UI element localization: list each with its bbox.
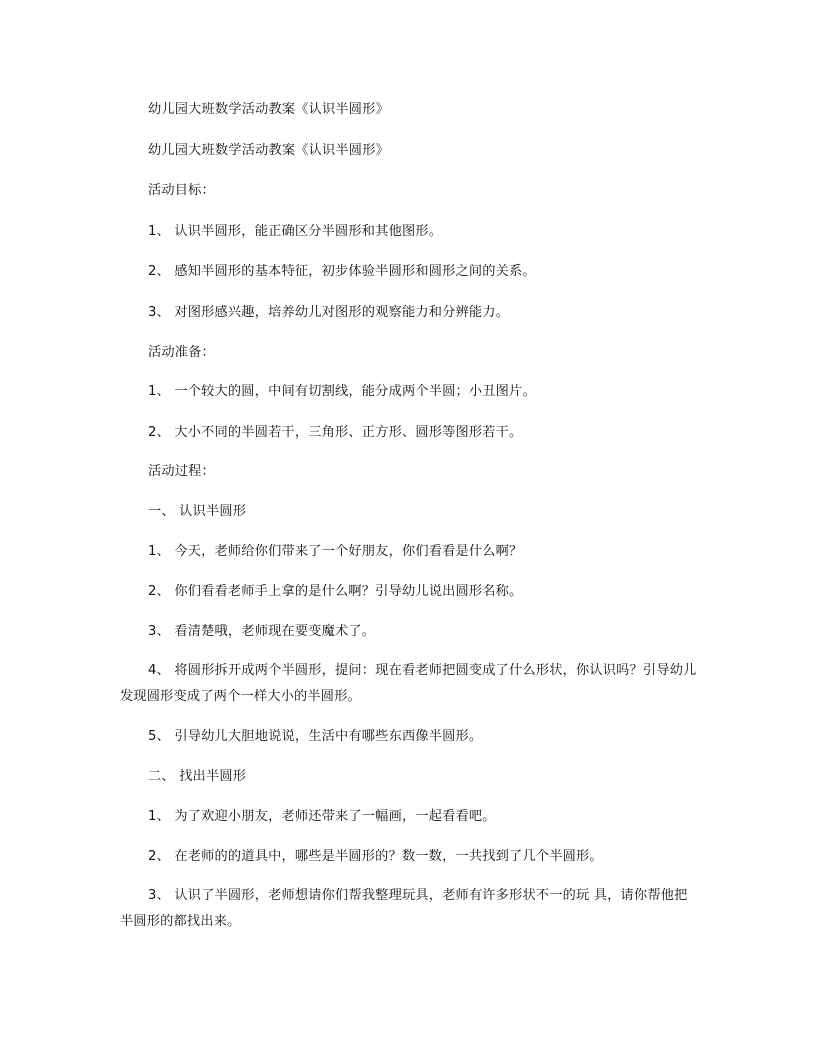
part1-item: 1、 今天，老师给你们带来了一个好朋友，你们看看是什么啊？ bbox=[148, 544, 523, 559]
part2-item: 2、 在老师的的道具中，哪些是半圆形的？数一数，一共找到了几个半圆形。 bbox=[148, 849, 603, 864]
part2-item: 1、 为了欢迎小朋友，老师还带来了一幅画，一起看看吧。 bbox=[148, 809, 496, 824]
document-subtitle: 幼儿园大班数学活动教案《认识半圆形》 bbox=[148, 143, 389, 158]
goal-item: 2、 感知半圆形的基本特征，初步体验半圆形和圆形之间的关系。 bbox=[148, 264, 536, 279]
prep-item: 1、 一个较大的圆，中间有切割线，能分成两个半圆；小丑图片。 bbox=[148, 384, 536, 399]
part1-heading: 一、 认识半圆形 bbox=[148, 504, 247, 519]
process-heading: 活动过程： bbox=[148, 464, 215, 479]
part1-item: 5、 引导幼儿大胆地说说，生活中有哪些东西像半圆形。 bbox=[148, 729, 483, 744]
goal-item: 1、 认识半圆形，能正确区分半圆形和其他图形。 bbox=[148, 224, 443, 239]
part1-item: 3、 看清楚哦，老师现在要变魔术了。 bbox=[148, 624, 376, 639]
document-title: 幼儿园大班数学活动教案《认识半圆形》 bbox=[148, 102, 389, 117]
goal-item: 3、 对图形感兴趣，培养幼儿对图形的观察能力和分辨能力。 bbox=[148, 305, 510, 320]
prep-item: 2、 大小不同的半圆若干，三角形、正方形、圆形等图形若干。 bbox=[148, 425, 523, 440]
part1-item: 4、 将圆形拆开成两个半圆形，提问：现在看老师把圆变成了什么形状，你认识吗？引导幼儿发现圆形变成了两个一样大小的半圆形。 bbox=[120, 663, 697, 704]
goals-heading: 活动目标： bbox=[148, 183, 215, 198]
prep-heading: 活动准备： bbox=[148, 345, 215, 360]
part2-item: 3、 认识了半圆形，老师想请你们帮我整理玩具，老师有许多形状不一的玩 具，请你帮他把半圆形的都找出来。 bbox=[120, 888, 688, 929]
part1-item: 2、 你们看看老师手上拿的是什么啊？引导幼儿说出圆形名称。 bbox=[148, 584, 523, 599]
part2-heading: 二、 找出半圆形 bbox=[148, 769, 247, 784]
